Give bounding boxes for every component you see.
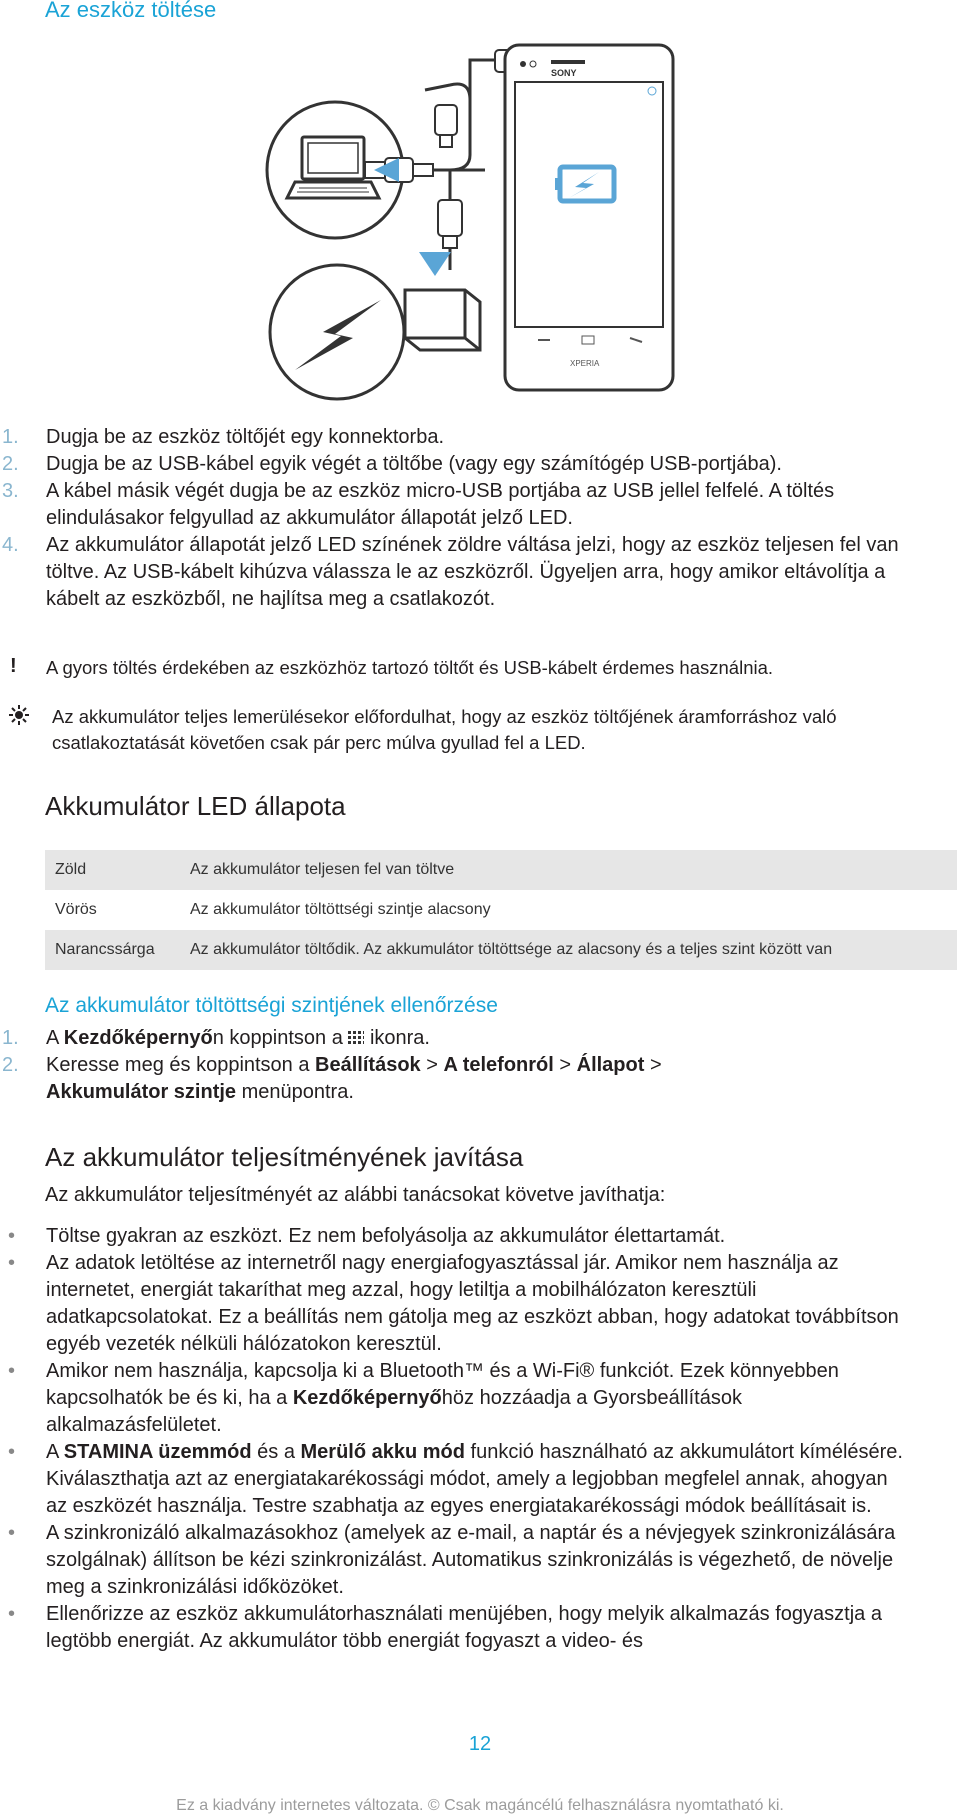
table-row [45, 890, 957, 930]
page-number: 12 [468, 1733, 492, 1755]
phone-illustration [505, 45, 673, 390]
charging-illustration [255, 40, 775, 410]
perf-tips [0, 1223, 960, 1655]
bullet-icon: • [8, 1360, 16, 1382]
led-color: Vörös [55, 901, 97, 918]
step-number: 1. [2, 426, 19, 448]
list-item [0, 451, 786, 478]
home-screen-term: Kezdőképernyő [63, 1027, 213, 1049]
step-number: 2. [2, 453, 19, 475]
list-item: • A STAMINA üzemmód és a Merülő akku mód funkció használható az akkumulátort kímélésére. Kiválaszthatja azt az energiatakarékossági módot, amely a legjobban megfelel annak, ahogyan az eszközét használja. Testre szabhatja az egyes energiatakarékossági módok beállításait is. [8, 1441, 903, 1517]
list-item: • Az adatok letöltése az internetről nagy energiafogyasztással jár. Amikor nem használja az internetet, energiát takaríthat meg azzal, hogy letiltja a mobilhálózaton keresztüli adatkapcsolatokat. Ez a beállítás nem gátolja meg az eszközt abban, hogy adatokat továbbítson egyéb vezeték nélküli hálózatokon keresztül. [8, 1252, 899, 1355]
step-number: 2. [2, 1054, 19, 1076]
check-steps [0, 1025, 960, 1106]
list-item [0, 532, 926, 613]
app-grid-icon [348, 1030, 364, 1046]
led-status-table [45, 850, 957, 970]
perf-intro: Az akkumulátor teljesítményét az alábbi tanácsokat követve javíthatja: [45, 1184, 666, 1206]
led-description: Az akkumulátor töltöttségi szintje alacsony [190, 901, 491, 918]
step-text: A kábel másik végét dugja be az eszköz micro-USB portjába az USB jellel felfelé. A töltés elindulásakor felgyullad az akkumulátor állapotát jelző LED. [46, 480, 835, 529]
list-item: 2. Keresse meg és koppintson a Beállítások > A telefonról > Állapot > Akkumulátor szintje menüpontra. [2, 1054, 662, 1103]
led-section-title: Akkumulátor LED állapota [45, 791, 346, 821]
step-text: Az akkumulátor állapotát jelző LED színének zöldre váltása jelzi, hogy az eszköz teljesen fel van töltve. Az USB-kábelt kihúzva válassza le az eszközről. Ügyeljen arra, hogy amikor eltávolítja a kábelt az eszközből, ne hajlítsa meg a csatlakozót. [46, 534, 899, 610]
list-item: • Amikor nem használja, kapcsolja ki a Bluetooth™ és a Wi-Fi® funkciót. Ezek könnyebben kapcsolhatók be és ki, ha a Kezdőképernyőhöz hozzáadja a Gyorsbeállítások alkalmazásfelületet. [8, 1360, 839, 1436]
list-item [0, 424, 960, 451]
list-item: 1. A Kezdőképernyőn koppintson a ikonra. [0, 1025, 960, 1052]
led-description: Az akkumulátor töltődik. Az akkumulátor töltöttsége az alacsony és a teljes szint között van [180, 930, 957, 970]
bullet-icon: • [8, 1225, 16, 1247]
step-number: 4. [2, 534, 19, 556]
led-description: Az akkumulátor teljesen fel van töltve [180, 850, 957, 890]
list-item: • Töltse gyakran az eszközt. Ez nem befolyásolja az akkumulátor élettartamát. [0, 1223, 926, 1250]
list-item: • A szinkronizáló alkalmazásokhoz (amelyek az e-mail, a naptár és a névjegyek szinkronizálására szolgálnak) állítson be kézi szinkronizálást. Automatikus szinkronizálás is végezhető, de növelje meg a szinkronizálási időközöket. [8, 1522, 896, 1598]
perf-section-title: Az akkumulátor teljesítményének javítása [45, 1142, 524, 1172]
list-item [0, 478, 906, 532]
phone-brand: SONY [551, 68, 577, 78]
bullet-icon: • [8, 1603, 16, 1625]
step-number: 3. [2, 480, 19, 502]
led-color: Zöld [45, 850, 180, 890]
bullet-icon: • [8, 1522, 16, 1544]
table-row [45, 850, 957, 890]
section-title: Az eszköz töltése [45, 0, 217, 22]
step-text: Dugja be az USB-kábel egyik végét a töltőbe (vagy egy számítógép USB-portjába). [46, 453, 782, 475]
footer-note: Ez a kiadvány internetes változata. © Csak magáncélú felhasználásra nyomtatható ki. [176, 1797, 784, 1814]
step-text: Dugja be az eszköz töltőjét egy konnektorba. [46, 426, 445, 448]
list-item: • Ellenőrizze az eszköz akkumulátorhasználati menüjében, hogy melyik alkalmazás fogyasztja a legtöbb energiát. Az akkumulátor több energiát fogyaszt a video- és [8, 1603, 882, 1652]
phone-model: XPERIA [570, 359, 600, 368]
bullet-icon: • [8, 1441, 16, 1463]
plug-adapter [405, 290, 480, 350]
table-row [45, 930, 957, 970]
step-number: 1. [2, 1027, 19, 1049]
charging-steps [0, 424, 960, 613]
exclamation-icon: ! [10, 655, 17, 677]
lightbulb-icon [8, 704, 30, 733]
charger-icon [270, 265, 404, 399]
check-section-title: Az akkumulátor töltöttségi szintjének ellenőrzése [45, 994, 498, 1017]
led-color: Narancssárga [45, 930, 180, 970]
bullet-icon: • [8, 1252, 16, 1274]
